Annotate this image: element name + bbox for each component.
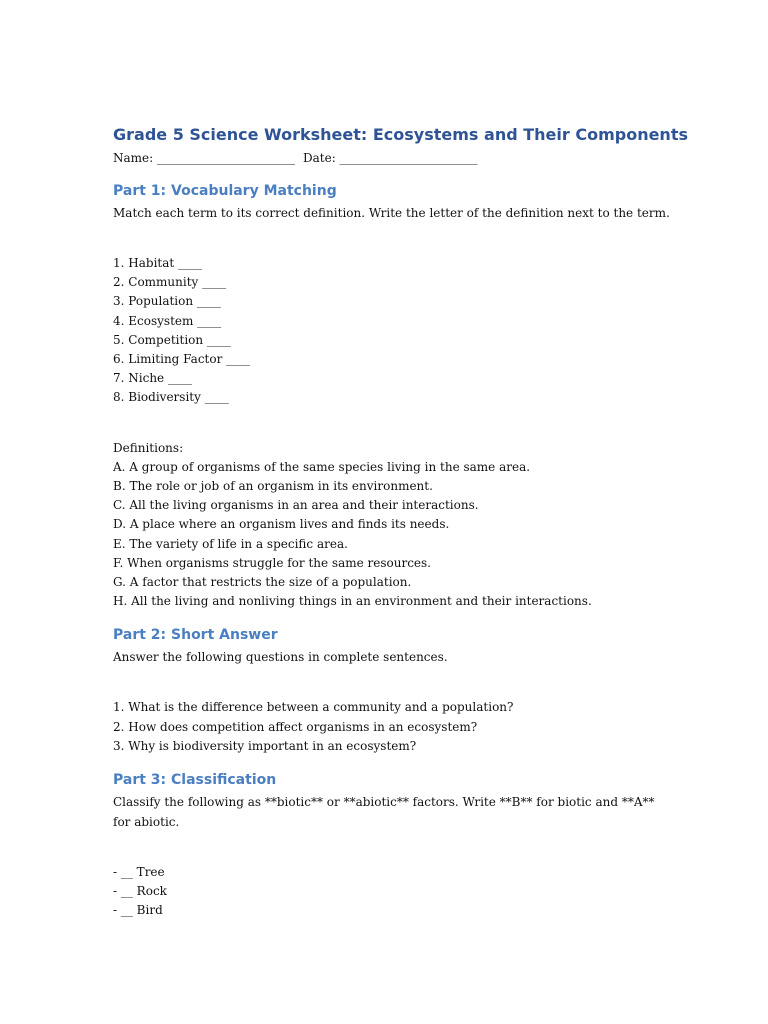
question-list: [113, 698, 673, 756]
definition-item: C. All the living organisms in an area and their interactions.: [113, 498, 479, 513]
term-item: 3. Population ____: [113, 294, 221, 309]
date-field: Date: _______________________: [303, 151, 478, 165]
term-item: 7. Niche ____: [113, 371, 192, 386]
term-item: 2. Community ____: [113, 275, 227, 290]
definition-item: H. All the living and nonliving things in an environment and their interactions.: [113, 594, 592, 609]
term-item: 1. Habitat ____: [113, 256, 203, 270]
question-item: 2. How does competition affect organisms in an ecosystem?: [113, 719, 478, 734]
definition-list: [113, 439, 673, 612]
term-item: 5. Competition ____: [113, 332, 231, 347]
name-field: Name: _______________________: [113, 151, 295, 165]
definition-item: F. When organisms struggle for the same resources.: [113, 555, 431, 570]
definition-item: B. The role or job of an organism in its environment.: [113, 479, 433, 494]
definition-item: A. A group of organisms of the same species living in the same area.: [113, 459, 531, 474]
part3-heading: Part 3: Classification: [113, 772, 277, 789]
worksheet-title: Grade 5 Science Worksheet: Ecosystems and Their Components: [113, 125, 688, 144]
question-item: 3. Why is biodiversity important in an ecosystem?: [113, 738, 417, 753]
term-item: 4. Ecosystem ____: [113, 313, 222, 328]
part1-heading: Part 1: Vocabulary Matching: [113, 183, 337, 199]
definition-item: D. A place where an organism lives and finds its needs.: [113, 517, 450, 532]
definition-item: G. A factor that restricts the size of a population.: [113, 575, 412, 590]
term-item: 6. Limiting Factor ____: [113, 352, 251, 367]
classification-list: [113, 863, 673, 921]
part2-heading: Part 2: Short Answer: [113, 627, 278, 644]
definitions-label: Definitions:: [113, 440, 184, 455]
question-item: 1. What is the difference between a community and a population?: [113, 700, 514, 715]
part1-instruction: Match each term to its correct definition. Write the letter of the definition next to the term.: [113, 206, 670, 220]
classification-item: - __ Tree: [113, 865, 165, 880]
classification-item: - __ Rock: [113, 884, 167, 899]
definition-item: E. The variety of life in a specific area.: [113, 536, 348, 551]
worksheet-page: [113, 123, 688, 921]
term-item: 8. Biodiversity ____: [113, 390, 229, 405]
part2-instruction: Answer the following questions in complete sentences.: [113, 650, 448, 665]
name-date-line: [113, 149, 673, 167]
term-list: [113, 254, 673, 408]
part3-instruction: Classify the following as **biotic** or **abiotic** factors. Write **B** for biotic and **A** for abiotic.: [113, 795, 655, 830]
classification-item: - __ Bird: [113, 903, 163, 918]
